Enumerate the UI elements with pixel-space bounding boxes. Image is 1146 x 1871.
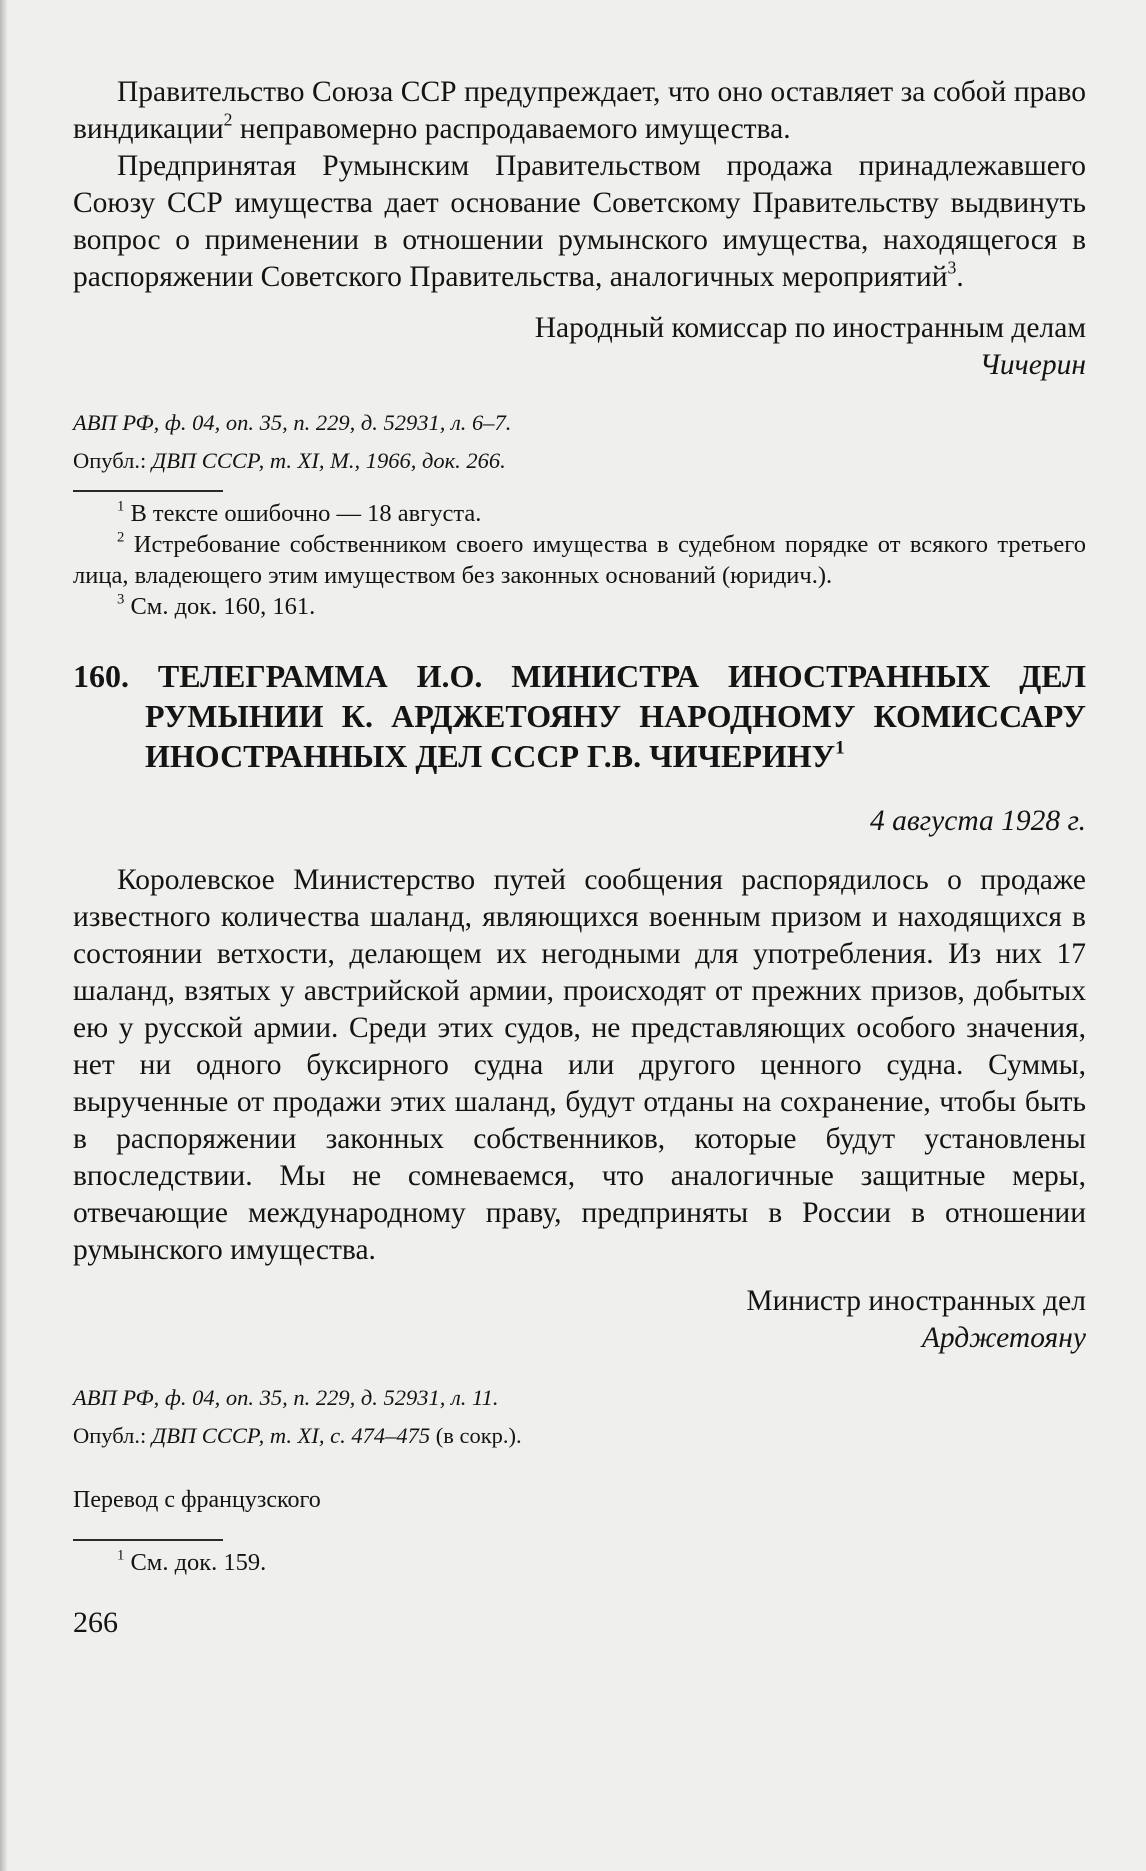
archive-reference: АВП РФ, ф. 04, оп. 35, п. 229, д. 52931, л. 6–7. <box>73 410 512 435</box>
previous-document-ending <box>73 74 1086 622</box>
paragraph-sale: Предпринятая Румынским Правительством продажа принадлежавшего Союзу ССР имущества дает основание Советскому Правительству выдвинуть вопрос о применении в отношении румынского имущества, находящегося в распоряжении Советского Правительства, аналогичных мероприятий$^3$. <box>73 150 1086 293</box>
document-date: 4 августа 1928 г. <box>869 804 1086 837</box>
footnote-2: $^2$ Истребование собственником своего имущества в судебном порядке от всякого третьего лица, владеющего этим имуществом без законных оснований (юридич.). <box>73 529 1086 589</box>
doc-signer-name: Арджетояну <box>921 1321 1086 1354</box>
signer-title: Народный комиссар по иностранным делам <box>534 312 1086 344</box>
doc-publication-reference: Опубл.: ДВП СССР, т. XI, с. 474–475 (в сокр.). <box>73 1422 522 1448</box>
footnote-ref-2: 2 <box>223 109 233 130</box>
document-160 <box>73 656 1086 1578</box>
document-number: 160. <box>73 658 129 694</box>
document-title: 160. ТЕЛЕГРАММА И.О. МИНИСТРА ИНОСТРАННЫХ ДЕЛ РУМЫНИИ К. АРДЖЕТОЯНУ НАРОДНОМУ КОМИССАРУ ИНОСТРАННЫХ ДЕЛ СССР Г.В. ЧИЧЕРИНУ$^1$ <box>73 658 1087 774</box>
footnote-divider <box>73 490 223 492</box>
doc-archive-reference: АВП РФ, ф. 04, оп. 35, п. 229, д. 52931, л. 11. <box>73 1384 499 1410</box>
publication-reference: Опубл.: ДВП СССР, т. XI, М., 1966, док. 266. <box>73 448 506 473</box>
page-spine-shadow <box>0 0 8 1871</box>
document-body: Королевское Министерство путей сообщения распорядилось о продаже известного количества шаланд, являющихся военным призом и находящихся в состоянии ветхости, делающем их негодными для употребления. Из них 17 шаланд, взятых у австрийской армии, происходят от прежних призов, добытых ею у русской армии. Среди этих судов, не представляющих особого значения, нет ни одного буксирного судна или другого ценного судна. Суммы, вырученные от продажи этих шаланд, будут отданы на сохранение, чтобы быть в распоряжении законных собственников, которые будут установлены впоследствии. Мы не сомневаемся, что аналогичные защитные меры, отвечающие международному праву, предприняты в России в отношении румынского имущества. <box>73 863 1086 1266</box>
doc-footnote-divider <box>73 1539 223 1541</box>
doc-signer-title: Министр иностранных дел <box>746 1284 1086 1317</box>
page-number: 266 <box>73 1605 118 1639</box>
title-footnote-ref: 1 <box>835 737 845 759</box>
doc-footnote-1: $^1$ См. док. 159. <box>117 1547 267 1576</box>
footnote-ref-3: 3 <box>947 257 957 278</box>
footnote-1: $^1$ В тексте ошибочно — 18 августа. <box>117 498 482 527</box>
translation-note: Перевод с французского <box>73 1486 321 1513</box>
signer-name: Чичерин <box>979 349 1086 381</box>
footnote-3: $^3$ См. док. 160, 161. <box>117 591 316 620</box>
paragraph-vindication: Правительство Союза ССР предупреждает, что оно оставляет за собой право виндикации$^2$ неправомерно распродаваемого имущества. <box>73 76 1086 145</box>
